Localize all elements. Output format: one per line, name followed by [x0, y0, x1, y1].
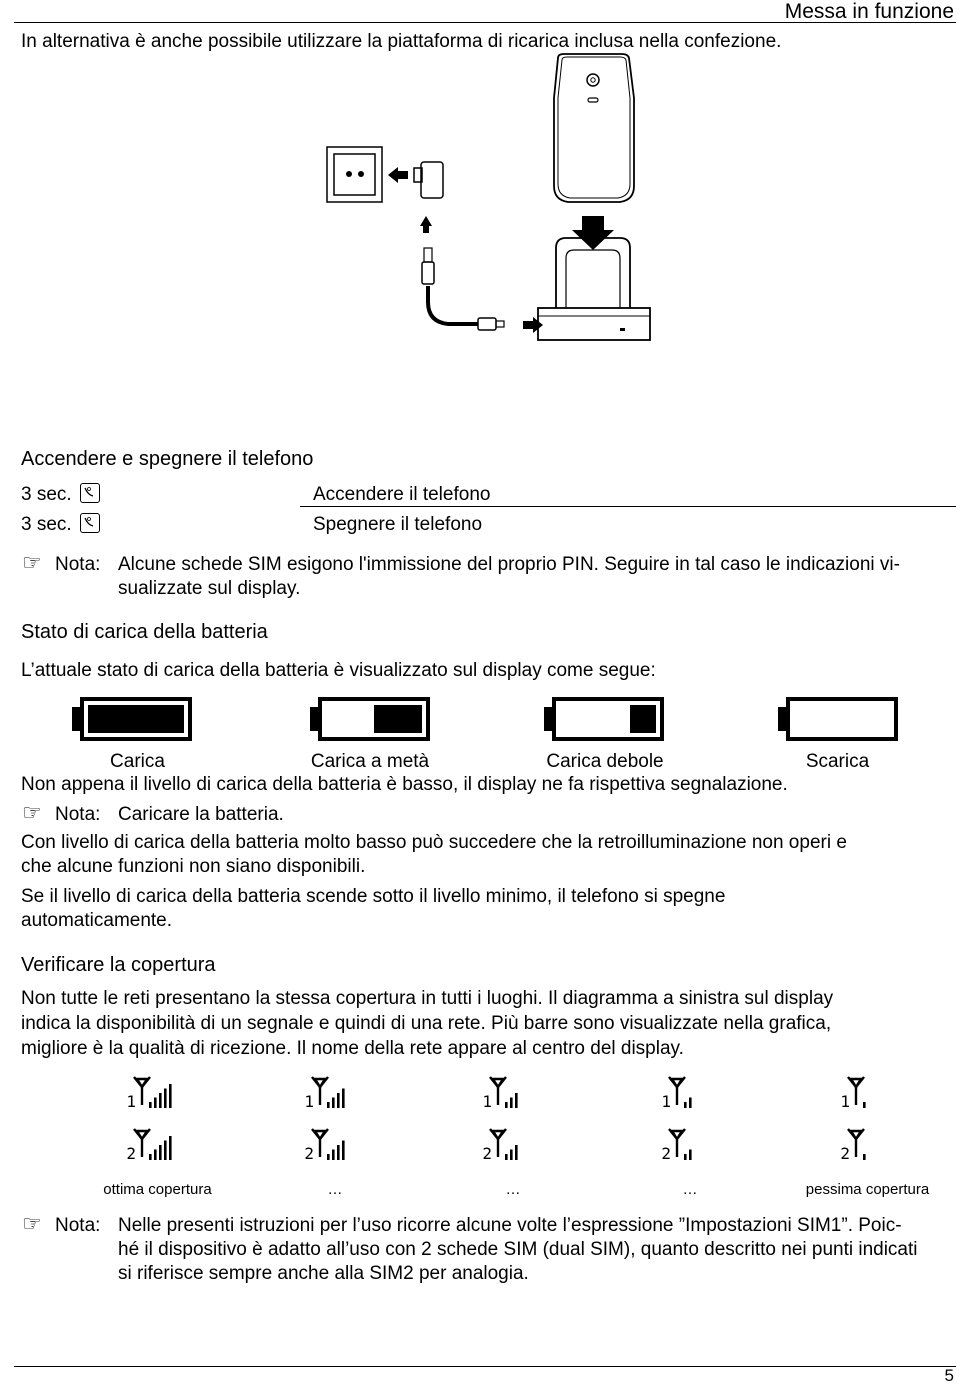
- battery-label-low: Carica debole: [546, 751, 664, 772]
- battery-low-icon: [552, 697, 664, 741]
- header-rule: [14, 22, 956, 23]
- power-heading: Accendere e spegnere il telefono: [21, 448, 314, 470]
- signal-bar: [169, 1136, 172, 1160]
- coverage-line3: migliore è la qualità di ricezione. Il nome della rete appare al centro del display.: [21, 1038, 684, 1059]
- coverage-line1: Non tutte le reti presentano la stessa copertura in tutti i luoghi. Il diagramma a sinistra sul display: [21, 988, 834, 1009]
- note-label: Nota:: [55, 804, 101, 825]
- sim-number: 1: [661, 1092, 671, 1111]
- coverage-line2: indica la disponibilità di un segnale e quindi di una rete. Più barre sono visualizzate nella grafica,: [21, 1013, 832, 1034]
- power-row-on: [21, 483, 100, 507]
- final-note-line2: hé il dispositivo è adatto all’uso con 2 schede SIM (dual SIM), quanto descritto nei punti indicati: [118, 1239, 918, 1260]
- note-text-line2: sualizzate sul display.: [118, 578, 301, 599]
- battery-low-text: Non appena il livello di carica della batteria è basso, il display ne fa rispettiva segnalazione.: [21, 774, 788, 795]
- note-text-line1: Alcune schede SIM esigono l'immissione del proprio PIN. Seguire in tal caso le indicazioni vi-: [118, 554, 900, 575]
- arrow-up-icon: [420, 216, 432, 233]
- signal-bar: [342, 1089, 345, 1109]
- power-row-off: [21, 513, 100, 537]
- mobile-phone-icon: [554, 54, 634, 202]
- battery-label-half: Carica a metà: [310, 751, 430, 772]
- signal-bar: [510, 1150, 513, 1161]
- signal-icon: [126, 1129, 171, 1163]
- power-off-action: Spegnere il telefono: [313, 514, 483, 535]
- signal-bar: [684, 1154, 687, 1160]
- signal-bar: [154, 1150, 157, 1161]
- note-text: Caricare la batteria.: [118, 804, 284, 825]
- signal-bar: [505, 1154, 508, 1160]
- battery-empty-icon: [786, 697, 898, 741]
- arrow-down-icon: [572, 216, 614, 250]
- signal-icon: [661, 1077, 691, 1111]
- pointing-hand-icon: ☞: [22, 550, 42, 575]
- power-on-action: Accendere il telefono: [313, 484, 491, 505]
- charging-illustration: [320, 50, 660, 350]
- signal-bar: [149, 1154, 152, 1160]
- coverage-heading: Verificare la copertura: [21, 954, 216, 976]
- power-adapter-icon: [414, 162, 443, 198]
- signal-bar: [327, 1154, 330, 1160]
- signal-bar: [510, 1098, 513, 1109]
- signal-bar: [689, 1150, 692, 1161]
- battery-para2-line1: Se il livello di carica della batteria scende sotto il livello minimo, il telefono si spegne: [21, 886, 726, 907]
- signal-bar: [684, 1102, 687, 1108]
- usb-cable-icon: [422, 248, 504, 330]
- table-divider: [300, 506, 956, 507]
- coverage-label-ellipsis: …: [505, 1181, 521, 1198]
- signal-bar: [164, 1141, 167, 1161]
- battery-para2-line2: automaticamente.: [21, 910, 173, 931]
- signal-bar: [337, 1145, 340, 1160]
- charging-cradle-icon: [538, 238, 650, 340]
- pointing-hand-icon: ☞: [22, 800, 42, 825]
- sim-number: 1: [126, 1092, 136, 1111]
- signal-icon: [482, 1129, 517, 1163]
- battery-half-icon: [318, 697, 430, 741]
- signal-bar: [863, 1154, 866, 1160]
- sim-number: 2: [482, 1144, 492, 1163]
- signal-icon: [840, 1077, 865, 1111]
- end-call-key-icon: [80, 483, 100, 503]
- signal-bar: [863, 1102, 866, 1108]
- arrow-left-icon: [388, 167, 408, 183]
- pointing-hand-icon: ☞: [22, 1211, 42, 1236]
- signal-bar: [505, 1102, 508, 1108]
- sim-number: 1: [840, 1092, 850, 1111]
- duration-text: 3 sec.: [21, 484, 72, 505]
- signal-strength-icons: [120, 1075, 900, 1175]
- battery-para1-line1: Con livello di carica della batteria molto basso può succedere che la retroilluminazione non operi e: [21, 832, 847, 853]
- signal-icon: [304, 1129, 344, 1163]
- signal-icon: [126, 1077, 171, 1111]
- section-title: Messa in funzione: [784, 0, 954, 23]
- coverage-label-worst: pessima copertura: [805, 1181, 930, 1198]
- duration-text: 3 sec.: [21, 514, 72, 535]
- arrow-right-icon: [523, 317, 543, 333]
- signal-bar: [342, 1141, 345, 1161]
- sim-number: 1: [304, 1092, 314, 1111]
- signal-bar: [337, 1093, 340, 1108]
- signal-bar: [159, 1145, 162, 1160]
- signal-icon: [482, 1077, 517, 1111]
- signal-icon: [840, 1129, 865, 1163]
- battery-para1-line2: che alcune funzioni non siano disponibili.: [21, 856, 366, 877]
- battery-label-empty: Scarica: [805, 751, 870, 772]
- signal-bar: [327, 1102, 330, 1108]
- signal-bar: [149, 1102, 152, 1108]
- signal-bar: [515, 1093, 518, 1108]
- battery-full-icon: [80, 697, 192, 741]
- note-label: Nota:: [55, 554, 101, 575]
- coverage-label-ellipsis: …: [682, 1181, 698, 1198]
- battery-heading: Stato di carica della batteria: [21, 621, 268, 643]
- signal-bar: [159, 1093, 162, 1108]
- battery-label-full: Carica: [110, 751, 165, 772]
- note-label: Nota:: [55, 1215, 101, 1236]
- final-note-line3: si riferisce sempre anche alla SIM2 per analogia.: [118, 1263, 529, 1284]
- final-note-line1: Nelle presenti istruzioni per l’uso ricorre alcune volte l’espressione ”Impostazioni SIM1”. Poic-: [118, 1215, 902, 1236]
- page-number: 5: [944, 1366, 954, 1385]
- signal-bar: [332, 1150, 335, 1161]
- signal-bar: [689, 1098, 692, 1109]
- signal-bar: [515, 1145, 518, 1160]
- intro-text: In alternativa è anche possibile utilizzare la piattaforma di ricarica inclusa nella confezione.: [21, 31, 782, 52]
- coverage-label-best: ottima copertura: [103, 1181, 212, 1198]
- battery-intro: L’attuale stato di carica della batteria è visualizzato sul display come segue:: [21, 660, 656, 681]
- footer-rule: [14, 1366, 956, 1367]
- sim-number: 2: [304, 1144, 314, 1163]
- end-call-key-icon: [80, 513, 100, 533]
- coverage-label-ellipsis: …: [327, 1181, 343, 1198]
- signal-bar: [332, 1098, 335, 1109]
- signal-bar: [169, 1084, 172, 1108]
- sim-number: 2: [661, 1144, 671, 1163]
- wall-socket-icon: [327, 147, 382, 202]
- signal-bar: [154, 1098, 157, 1109]
- signal-icon: [661, 1129, 691, 1163]
- sim-number: 2: [840, 1144, 850, 1163]
- signal-bar: [164, 1089, 167, 1109]
- sim-number: 1: [482, 1092, 492, 1111]
- sim-number: 2: [126, 1144, 136, 1163]
- signal-icon: [304, 1077, 344, 1111]
